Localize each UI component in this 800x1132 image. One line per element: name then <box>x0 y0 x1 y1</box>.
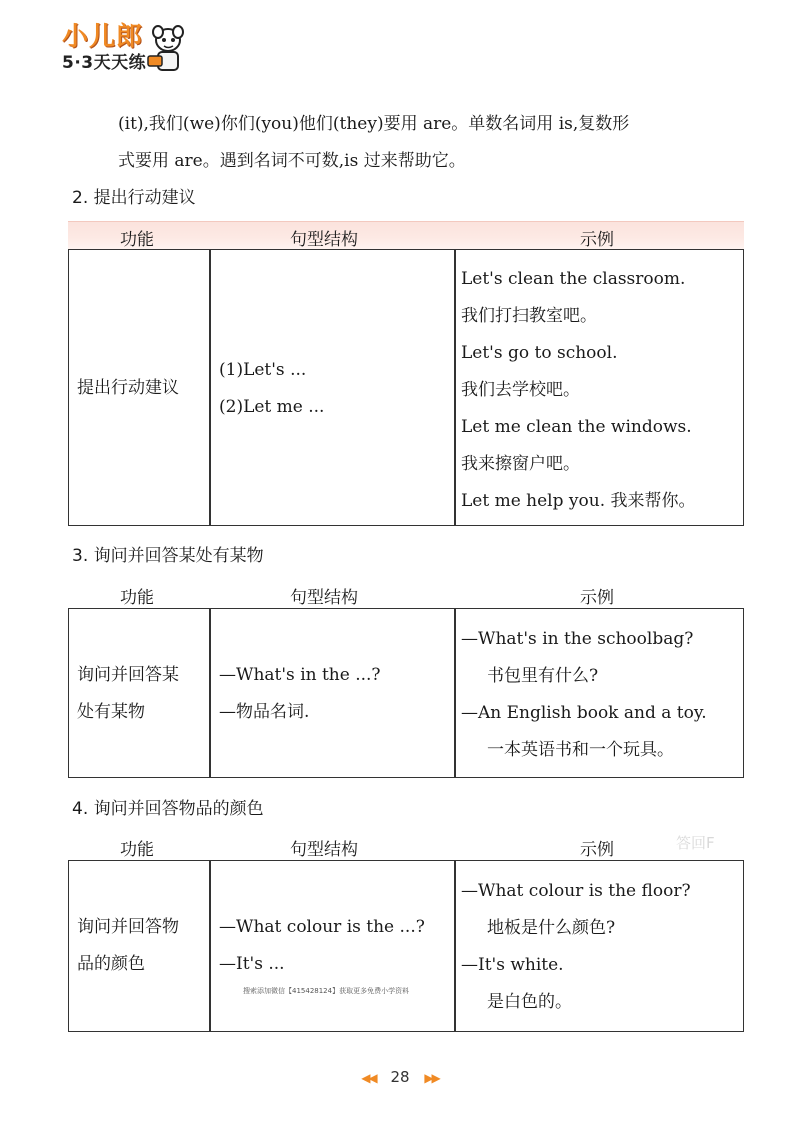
example-text: 地板是什么颜色? <box>487 918 616 938</box>
example-text: Let me clean the windows. <box>461 417 692 437</box>
next-page-icon[interactable]: ▶▶ <box>424 1071 439 1085</box>
column-header-function: 功能 <box>120 230 154 250</box>
publisher-logo <box>62 16 192 74</box>
example-text: —What's in the schoolbag? <box>461 629 694 649</box>
example-text: Let's go to school. <box>461 343 618 363</box>
example-text: 是白色的。 <box>487 992 572 1012</box>
column-header-example: 示例 <box>580 588 614 608</box>
column-header-structure: 句型结构 <box>290 840 358 860</box>
function-text: 询问并回答物 <box>77 917 179 937</box>
example-text: 一本英语书和一个玩具。 <box>487 740 674 760</box>
example-cell <box>461 621 707 769</box>
column-header-function: 功能 <box>120 588 154 608</box>
example-cell <box>461 873 691 1021</box>
example-text: 我们去学校吧。 <box>461 380 580 400</box>
intro-paragraph <box>118 106 758 180</box>
function-text: 询问并回答某 <box>77 665 179 685</box>
structure-cell <box>219 657 381 731</box>
structure-text: —It's ... <box>219 954 285 974</box>
faint-bleed-text: 答回F <box>676 834 715 852</box>
column-divider <box>209 609 211 777</box>
section-title: 3. 询问并回答某处有某物 <box>72 546 264 566</box>
previous-page-icon[interactable]: ◀◀ <box>361 1071 376 1085</box>
example-text: Let me help you. 我来帮你。 <box>461 491 696 511</box>
column-header-function: 功能 <box>120 840 154 860</box>
column-divider <box>209 250 211 525</box>
example-text: 我来擦窗户吧。 <box>461 454 580 474</box>
table-action-suggestions <box>68 249 744 526</box>
example-text: —It's white. <box>461 955 564 975</box>
function-text: 处有某物 <box>77 702 145 722</box>
table-ask-location <box>68 608 744 778</box>
column-divider <box>454 609 456 777</box>
section-title: 2. 提出行动建议 <box>72 188 196 208</box>
table-header <box>68 832 744 860</box>
table-header <box>68 221 744 250</box>
table-ask-colour <box>68 860 744 1032</box>
column-divider <box>209 861 211 1031</box>
example-text: —An English book and a toy. <box>461 703 707 723</box>
mascot-icon <box>146 24 190 74</box>
structure-text: —物品名词. <box>219 702 310 722</box>
function-cell <box>77 657 179 731</box>
logo-subtitle: 5·3天天练 <box>62 53 147 73</box>
column-header-structure: 句型结构 <box>290 230 358 250</box>
example-text: —What colour is the floor? <box>461 881 691 901</box>
intro-line-2: 式要用 are。遇到名词不可数,is 过来帮助它。 <box>118 151 466 171</box>
example-text: 我们打扫教室吧。 <box>461 306 597 326</box>
example-text: Let's clean the classroom. <box>461 269 686 289</box>
column-divider <box>454 861 456 1031</box>
page-footer <box>0 1068 800 1086</box>
structure-text: —What colour is the ...? <box>219 917 425 937</box>
column-header-example: 示例 <box>580 230 614 250</box>
page-number: 28 <box>390 1068 410 1086</box>
column-header-example: 示例 <box>580 840 614 860</box>
column-divider <box>454 250 456 525</box>
watermark-text: 搜索添加微信【415428124】获取更多免费小学资料 <box>243 987 410 995</box>
structure-text: (2)Let me ... <box>219 397 325 417</box>
structure-text: (1)Let's ... <box>219 360 307 380</box>
example-text: 书包里有什么? <box>487 666 599 686</box>
section-title: 4. 询问并回答物品的颜色 <box>72 799 264 819</box>
function-text: 品的颜色 <box>77 954 145 974</box>
column-header-structure: 句型结构 <box>290 588 358 608</box>
example-cell <box>461 261 696 520</box>
function-cell <box>77 909 179 983</box>
intro-line-1: (it),我们(we)你们(you)他们(they)要用 are。单数名词用 is,复数形 <box>118 114 630 134</box>
structure-text: —What's in the ...? <box>219 665 381 685</box>
structure-cell <box>219 909 425 983</box>
function-text: 提出行动建议 <box>77 378 179 398</box>
function-cell <box>77 370 179 407</box>
structure-cell <box>219 352 324 426</box>
table-header <box>68 580 744 608</box>
logo-title: 小儿郎 <box>62 22 144 52</box>
